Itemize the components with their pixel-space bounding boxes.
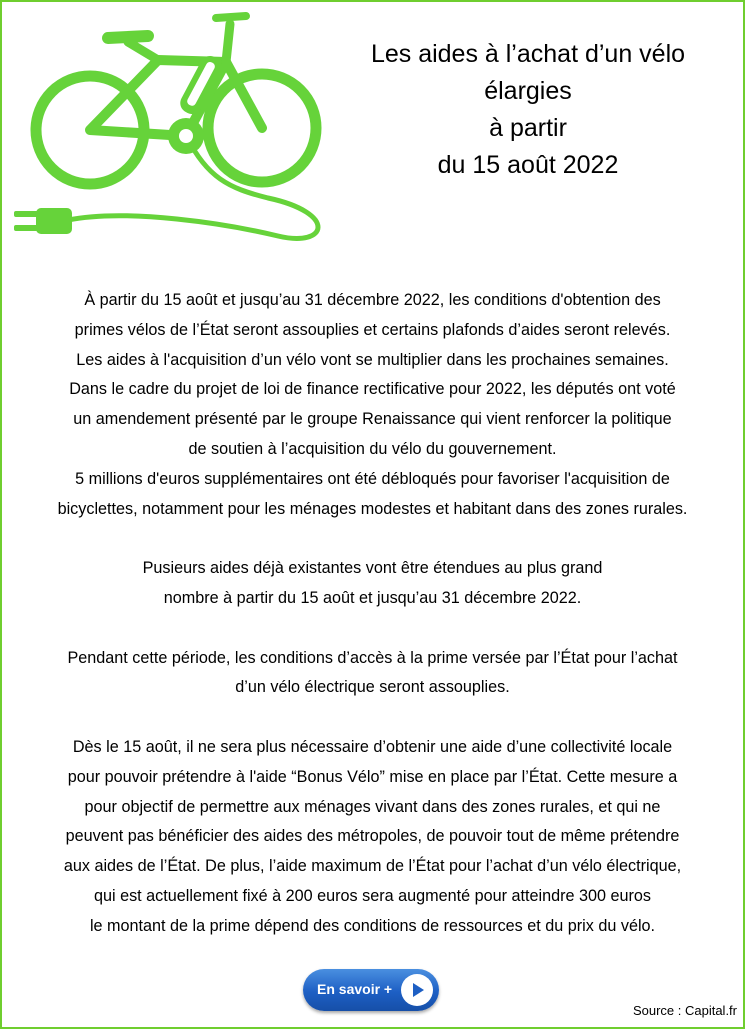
- title-line: à partir: [489, 114, 567, 142]
- text-line: un amendement présenté par le groupe Renaissance qui vient renforcer la politique: [73, 410, 672, 429]
- text-line: 5 millions d'euros supplémentaires ont été débloqués pour favoriser l'acquisition de: [75, 469, 670, 488]
- text-line: bicyclettes, notamment pour les ménages modestes et habitant dans des zones rurales.: [57, 499, 688, 518]
- text-line: pour objectif de permettre aux ménages vivant dans des zones rurales, et qui ne: [84, 797, 661, 816]
- article-body: [6, 286, 739, 942]
- play-arrow-icon: [401, 974, 433, 1006]
- text-line: Dans le cadre du projet de loi de finance rectificative pour 2022, les députés ont voté: [69, 380, 676, 399]
- text-line: le montant de la prime dépend des conditions de ressources et du prix du vélo.: [89, 916, 656, 935]
- text-line: qui est actuellement fixé à 200 euros sera augmenté pour atteindre 300 euros: [93, 886, 652, 905]
- text-line: primes vélos de l’État seront assouplies et certains plafonds d’aides seront relevés.: [74, 320, 671, 339]
- paragraph-1: [6, 286, 739, 524]
- text-line: aux aides de l’État. De plus, l’aide maximum de l’État pour l’achat d’un vélo électrique,: [63, 857, 682, 876]
- en-savoir-plus-button[interactable]: [303, 969, 439, 1011]
- paragraph-2: [6, 554, 739, 614]
- text-line: À partir du 15 août et jusqu’au 31 décembre 2022, les conditions d'obtention des: [84, 291, 661, 309]
- text-line: pour pouvoir prétendre à l'aide “Bonus Vélo” mise en place par l’État. Cette mesure a: [67, 767, 678, 786]
- paragraph-3: [6, 644, 739, 704]
- text-line: Les aides à l'acquisition d’un vélo vont se multiplier dans les prochaines semaines.: [76, 350, 669, 369]
- paragraph-4: [6, 733, 739, 942]
- title-line: élargies: [484, 77, 572, 105]
- title-line: Les aides à l’achat d’un vélo: [370, 40, 686, 68]
- button-label: En savoir +: [317, 981, 393, 997]
- text-line: nombre à partir du 15 août et jusqu’au 31 décembre 2022.: [163, 588, 582, 607]
- source-credit: Source : Capital.fr: [632, 1003, 737, 1018]
- text-line: Pusieurs aides déjà existantes vont être étendues au plus grand: [142, 559, 603, 578]
- page-title: [322, 36, 734, 184]
- title-line: du 15 août 2022: [437, 151, 619, 179]
- text-line: de soutien à l’acquisition du vélo du gouvernement.: [188, 439, 557, 458]
- text-line: peuvent pas bénéficier des aides des métropoles, de pouvoir tout de même prétendre: [65, 827, 680, 846]
- electric-bike-icon: [8, 8, 333, 248]
- text-line: d’un vélo électrique seront assouplies.: [235, 678, 510, 697]
- text-line: Dès le 15 août, il ne sera plus nécessaire d’obtenir une aide d’une collectivité locale: [72, 737, 673, 756]
- text-line: Pendant cette période, les conditions d’accès à la prime versée par l’État pour l’achat: [67, 648, 678, 667]
